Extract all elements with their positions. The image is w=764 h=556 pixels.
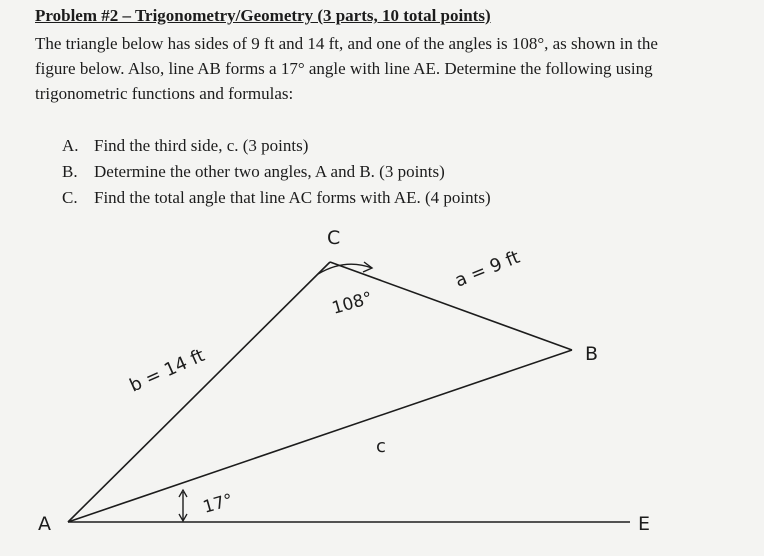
side-b-label: b = 14 ft <box>126 344 208 397</box>
intro-line-3: trigonometric functions and formulas: <box>35 84 294 103</box>
intro-line-1: The triangle below has sides of 9 ft and 14 ft, and one of the angles is 108°, as shown in the <box>35 34 658 53</box>
angle-c-label: 108° <box>329 288 375 319</box>
vertex-b-label: B <box>585 343 599 365</box>
side-c-label: c <box>376 436 386 457</box>
side-b-line <box>68 262 330 522</box>
part-a-letter: A. <box>62 136 79 155</box>
vertex-e-label: E <box>638 513 651 535</box>
side-a-label: a = 9 ft <box>452 246 523 292</box>
vertex-a-label: A <box>38 513 51 535</box>
part-b-letter: B. <box>62 162 78 181</box>
angle-17-label: 17° <box>200 490 236 518</box>
vertex-c-label: C <box>327 227 341 249</box>
problem-title: Problem #2 – Trigonometry/Geometry (3 parts, 10 total points) <box>35 6 491 25</box>
part-c-text: Find the total angle that line AC forms with AE. (4 points) <box>94 188 491 207</box>
part-c-letter: C. <box>62 188 78 207</box>
part-b-text: Determine the other two angles, A and B. (3 points) <box>94 162 445 181</box>
intro-line-2: figure below. Also, line AB forms a 17° angle with line AE. Determine the following using <box>35 59 653 78</box>
part-a-text: Find the third side, c. (3 points) <box>94 136 309 155</box>
